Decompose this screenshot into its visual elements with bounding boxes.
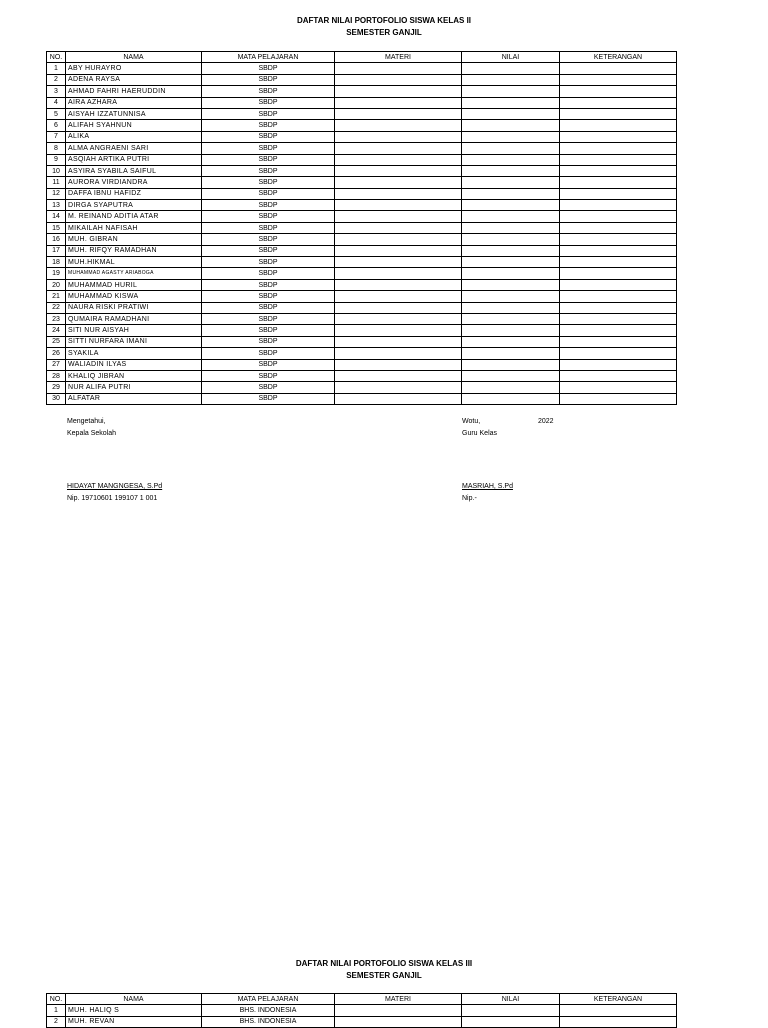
row-nama: SITI NUR AISYAH xyxy=(66,325,202,336)
table-body-kelas-2 xyxy=(47,63,677,405)
row-no: 10 xyxy=(47,165,66,176)
row-no: 6 xyxy=(47,120,66,131)
row-no: 22 xyxy=(47,302,66,313)
row-nilai xyxy=(462,120,560,131)
row-nilai xyxy=(462,74,560,85)
row-mata-pelajaran: SBDP xyxy=(202,268,335,279)
row-no: 20 xyxy=(47,279,66,290)
row-nilai xyxy=(462,268,560,279)
row-nilai xyxy=(462,165,560,176)
row-no: 7 xyxy=(47,131,66,142)
row-nama: MIKAILAH NAFISAH xyxy=(66,222,202,233)
semester-subtitle-kelas-3: SEMESTER GANJIL xyxy=(346,971,422,980)
row-no: 14 xyxy=(47,211,66,222)
row-nama: DIRGA SYAPUTRA xyxy=(66,200,202,211)
table-row xyxy=(47,257,677,268)
row-keterangan xyxy=(560,370,677,381)
row-nilai xyxy=(462,177,560,188)
table-row xyxy=(47,291,677,302)
row-keterangan xyxy=(560,86,677,97)
row-nilai xyxy=(462,1005,560,1016)
row-materi xyxy=(335,165,462,176)
row-nama: AISYAH IZZATUNNISA xyxy=(66,108,202,119)
row-nama: ABY HURAYRO xyxy=(66,63,202,74)
row-materi xyxy=(335,143,462,154)
semester-subtitle-kelas-2: SEMESTER GANJIL xyxy=(346,28,422,37)
table-row xyxy=(47,1016,677,1027)
row-no: 13 xyxy=(47,200,66,211)
row-nilai xyxy=(462,382,560,393)
row-materi xyxy=(335,222,462,233)
table-row xyxy=(47,1005,677,1016)
row-materi xyxy=(335,245,462,256)
row-nilai xyxy=(462,63,560,74)
row-no: 2 xyxy=(47,1016,66,1027)
row-nilai xyxy=(462,245,560,256)
row-mata-pelajaran: SBDP xyxy=(202,234,335,245)
kepala-sekolah-nip: Nip. 19710601 199107 1 001 xyxy=(67,495,158,502)
header-nilai: NILAI xyxy=(462,52,560,63)
row-nama: QUMAIRA RAMADHANI xyxy=(66,313,202,324)
row-mata-pelajaran: SBDP xyxy=(202,154,335,165)
header-mata-pelajaran: MATA PELAJARAN xyxy=(202,994,335,1005)
row-keterangan xyxy=(560,165,677,176)
row-no: 15 xyxy=(47,222,66,233)
row-no: 2 xyxy=(47,74,66,85)
row-materi xyxy=(335,120,462,131)
row-no: 29 xyxy=(47,382,66,393)
row-materi xyxy=(335,336,462,347)
row-mata-pelajaran: SBDP xyxy=(202,222,335,233)
row-keterangan xyxy=(560,154,677,165)
row-mata-pelajaran: SBDP xyxy=(202,165,335,176)
row-keterangan xyxy=(560,234,677,245)
row-nilai xyxy=(462,131,560,142)
row-no: 18 xyxy=(47,257,66,268)
row-nilai xyxy=(462,86,560,97)
row-nama: ASQIAH ARTIKA PUTRI xyxy=(66,154,202,165)
table-row xyxy=(47,143,677,154)
row-mata-pelajaran: SBDP xyxy=(202,313,335,324)
row-mata-pelajaran: SBDP xyxy=(202,336,335,347)
row-nama: MUH. REVAN xyxy=(66,1016,202,1027)
row-nama: KHALIQ JIBRAN xyxy=(66,370,202,381)
row-materi xyxy=(335,63,462,74)
table-body-kelas-3 xyxy=(47,1005,677,1028)
row-nama: MUH.HIKMAL xyxy=(66,257,202,268)
row-keterangan xyxy=(560,188,677,199)
table-row xyxy=(47,393,677,404)
row-nama: AHMAD FAHRI HAERUDDIN xyxy=(66,86,202,97)
table-row xyxy=(47,382,677,393)
row-materi xyxy=(335,211,462,222)
row-keterangan xyxy=(560,291,677,302)
row-materi xyxy=(335,325,462,336)
row-no: 30 xyxy=(47,393,66,404)
row-no: 16 xyxy=(47,234,66,245)
row-nilai xyxy=(462,348,560,359)
row-materi xyxy=(335,268,462,279)
row-no: 3 xyxy=(47,86,66,97)
row-keterangan xyxy=(560,120,677,131)
row-no: 8 xyxy=(47,143,66,154)
row-no: 12 xyxy=(47,188,66,199)
row-keterangan xyxy=(560,257,677,268)
table-row xyxy=(47,268,677,279)
table-row xyxy=(47,177,677,188)
row-nilai xyxy=(462,302,560,313)
row-no: 21 xyxy=(47,291,66,302)
row-nama: MUHAMMAD AGASTY ARIABOGA xyxy=(66,268,202,279)
row-nama: MUH. RIFQY RAMADHAN xyxy=(66,245,202,256)
row-mata-pelajaran: SBDP xyxy=(202,370,335,381)
row-nama: M. REINAND ADITIA ATAR xyxy=(66,211,202,222)
row-nilai xyxy=(462,279,560,290)
row-no: 19 xyxy=(47,268,66,279)
row-keterangan xyxy=(560,177,677,188)
row-mata-pelajaran: BHS. INDONESIA xyxy=(202,1016,335,1027)
header-materi: MATERI xyxy=(335,52,462,63)
table-row xyxy=(47,131,677,142)
row-keterangan xyxy=(560,211,677,222)
kepala-sekolah-label: Kepala Sekolah xyxy=(67,430,117,437)
row-materi xyxy=(335,1005,462,1016)
row-nilai xyxy=(462,1016,560,1027)
row-mata-pelajaran: SBDP xyxy=(202,120,335,131)
row-nilai xyxy=(462,257,560,268)
row-mata-pelajaran: SBDP xyxy=(202,279,335,290)
row-keterangan xyxy=(560,382,677,393)
row-keterangan xyxy=(560,143,677,154)
row-materi xyxy=(335,200,462,211)
header-nama: NAMA xyxy=(66,994,202,1005)
row-materi xyxy=(335,234,462,245)
page-title-kelas-3: DAFTAR NILAI PORTOFOLIO SISWA KELAS III xyxy=(295,959,473,968)
row-no: 11 xyxy=(47,177,66,188)
row-materi xyxy=(335,131,462,142)
row-nilai xyxy=(462,222,560,233)
row-nilai xyxy=(462,359,560,370)
row-materi xyxy=(335,291,462,302)
row-mata-pelajaran: SBDP xyxy=(202,108,335,119)
row-materi xyxy=(335,86,462,97)
table-row xyxy=(47,211,677,222)
header-nama: NAMA xyxy=(66,52,202,63)
table-row xyxy=(47,63,677,74)
row-no: 27 xyxy=(47,359,66,370)
header-keterangan: KETERANGAN xyxy=(560,52,677,63)
row-keterangan xyxy=(560,336,677,347)
row-materi xyxy=(335,257,462,268)
row-mata-pelajaran: SBDP xyxy=(202,177,335,188)
row-materi xyxy=(335,382,462,393)
row-nama: AURORA VIRDIANDRA xyxy=(66,177,202,188)
row-no: 23 xyxy=(47,313,66,324)
table-row xyxy=(47,188,677,199)
row-materi xyxy=(335,313,462,324)
row-mata-pelajaran: SBDP xyxy=(202,131,335,142)
table-row xyxy=(47,165,677,176)
table-row xyxy=(47,108,677,119)
row-nilai xyxy=(462,234,560,245)
row-nama: DAFFA IBNU HAFIDZ xyxy=(66,188,202,199)
row-nama: ALMA ANGRAENI SARI xyxy=(66,143,202,154)
row-mata-pelajaran: SBDP xyxy=(202,302,335,313)
row-materi xyxy=(335,97,462,108)
row-mata-pelajaran: SBDP xyxy=(202,188,335,199)
row-keterangan xyxy=(560,1005,677,1016)
row-no: 17 xyxy=(47,245,66,256)
row-mata-pelajaran: SBDP xyxy=(202,291,335,302)
row-materi xyxy=(335,393,462,404)
row-materi xyxy=(335,348,462,359)
row-no: 1 xyxy=(47,1005,66,1016)
table-row xyxy=(47,348,677,359)
row-materi xyxy=(335,188,462,199)
table-row xyxy=(47,325,677,336)
row-keterangan xyxy=(560,74,677,85)
row-mata-pelajaran: SBDP xyxy=(202,382,335,393)
table-row xyxy=(47,200,677,211)
row-nama: NUR ALIFA PUTRI xyxy=(66,382,202,393)
kepala-sekolah-name xyxy=(67,482,162,491)
row-nilai xyxy=(462,97,560,108)
row-nama: MUH. HALIQ S xyxy=(66,1005,202,1016)
header-keterangan: KETERANGAN xyxy=(560,994,677,1005)
row-materi xyxy=(335,74,462,85)
table-row xyxy=(47,313,677,324)
guru-kelas-name-text: MASRIAH, S.Pd xyxy=(462,483,513,490)
row-nama: ALIKA xyxy=(66,131,202,142)
row-nilai xyxy=(462,211,560,222)
row-mata-pelajaran: SBDP xyxy=(202,393,335,404)
table-row xyxy=(47,154,677,165)
row-no: 1 xyxy=(47,63,66,74)
row-mata-pelajaran: SBDP xyxy=(202,211,335,222)
row-keterangan xyxy=(560,268,677,279)
row-mata-pelajaran: BHS. INDONESIA xyxy=(202,1005,335,1016)
table-header-row xyxy=(47,994,677,1005)
row-no: 24 xyxy=(47,325,66,336)
row-mata-pelajaran: SBDP xyxy=(202,245,335,256)
row-keterangan xyxy=(560,131,677,142)
row-keterangan xyxy=(560,245,677,256)
grade-table-kelas-3 xyxy=(46,993,677,1028)
row-no: 25 xyxy=(47,336,66,347)
row-nilai xyxy=(462,108,560,119)
year-label: 2022 xyxy=(538,418,554,425)
guru-kelas-name xyxy=(462,482,513,491)
row-nama: ADENA RAYSA xyxy=(66,74,202,85)
row-keterangan xyxy=(560,313,677,324)
row-nama: MUH. GIBRAN xyxy=(66,234,202,245)
row-nama: MUHAMMAD HURIL xyxy=(66,279,202,290)
guru-kelas-label: Guru Kelas xyxy=(462,430,498,437)
table-row xyxy=(47,120,677,131)
table-header-row xyxy=(47,52,677,63)
row-no: 4 xyxy=(47,97,66,108)
table-row xyxy=(47,302,677,313)
row-materi xyxy=(335,359,462,370)
row-keterangan xyxy=(560,325,677,336)
row-nama: ALFATAR xyxy=(66,393,202,404)
row-keterangan xyxy=(560,348,677,359)
row-keterangan xyxy=(560,1016,677,1027)
row-mata-pelajaran: SBDP xyxy=(202,200,335,211)
row-mata-pelajaran: SBDP xyxy=(202,359,335,370)
kepala-sekolah-name-text: HIDAYAT MANGNGESA, S.Pd xyxy=(67,483,163,490)
row-nilai xyxy=(462,143,560,154)
row-mata-pelajaran: SBDP xyxy=(202,325,335,336)
header-no: NO. xyxy=(47,52,66,63)
row-materi xyxy=(335,279,462,290)
row-nama: MUHAMMAD KISWA xyxy=(66,291,202,302)
grade-table-kelas-2 xyxy=(46,51,677,405)
header-nilai: NILAI xyxy=(462,994,560,1005)
table-row xyxy=(47,234,677,245)
row-materi xyxy=(335,154,462,165)
row-nilai xyxy=(462,336,560,347)
row-no: 26 xyxy=(47,348,66,359)
row-keterangan xyxy=(560,97,677,108)
table-row xyxy=(47,86,677,97)
page-title-kelas-2: DAFTAR NILAI PORTOFOLIO SISWA KELAS II xyxy=(296,16,472,25)
row-nilai xyxy=(462,154,560,165)
row-mata-pelajaran: SBDP xyxy=(202,348,335,359)
mengetahui-label: Mengetahui, xyxy=(67,418,106,425)
guru-kelas-nip: Nip.- xyxy=(462,495,477,502)
table-row xyxy=(47,74,677,85)
row-nama: WALIADIN ILYAS xyxy=(66,359,202,370)
row-keterangan xyxy=(560,359,677,370)
row-materi xyxy=(335,370,462,381)
row-mata-pelajaran: SBDP xyxy=(202,74,335,85)
row-keterangan xyxy=(560,302,677,313)
row-nilai xyxy=(462,200,560,211)
row-keterangan xyxy=(560,63,677,74)
header-materi: MATERI xyxy=(335,994,462,1005)
row-nilai xyxy=(462,291,560,302)
row-nama: SYAKILA xyxy=(66,348,202,359)
row-mata-pelajaran: SBDP xyxy=(202,97,335,108)
row-nilai xyxy=(462,325,560,336)
row-no: 5 xyxy=(47,108,66,119)
row-nilai xyxy=(462,188,560,199)
row-materi xyxy=(335,1016,462,1027)
row-nama: SITTI NURFARA IMANI xyxy=(66,336,202,347)
row-mata-pelajaran: SBDP xyxy=(202,257,335,268)
row-keterangan xyxy=(560,200,677,211)
table-row xyxy=(47,359,677,370)
table-row xyxy=(47,97,677,108)
row-keterangan xyxy=(560,222,677,233)
row-materi xyxy=(335,108,462,119)
table-row xyxy=(47,279,677,290)
row-keterangan xyxy=(560,108,677,119)
row-mata-pelajaran: SBDP xyxy=(202,143,335,154)
row-nama: AIRA AZHARA xyxy=(66,97,202,108)
table-row xyxy=(47,245,677,256)
row-materi xyxy=(335,177,462,188)
row-no: 28 xyxy=(47,370,66,381)
place-label: Wotu, xyxy=(462,418,481,425)
row-mata-pelajaran: SBDP xyxy=(202,86,335,97)
table-row xyxy=(47,370,677,381)
row-nama: NAURA RISKI PRATIWI xyxy=(66,302,202,313)
row-mata-pelajaran: SBDP xyxy=(202,63,335,74)
row-nilai xyxy=(462,393,560,404)
table-row xyxy=(47,222,677,233)
row-nilai xyxy=(462,370,560,381)
header-no: NO. xyxy=(47,994,66,1005)
row-nama: ALIFAH SYAHNUN xyxy=(66,120,202,131)
table-row xyxy=(47,336,677,347)
row-no: 9 xyxy=(47,154,66,165)
row-keterangan xyxy=(560,279,677,290)
row-nilai xyxy=(462,313,560,324)
row-nama: ASYIRA SYABILA SAIFUL xyxy=(66,165,202,176)
header-mata-pelajaran: MATA PELAJARAN xyxy=(202,52,335,63)
row-materi xyxy=(335,302,462,313)
row-keterangan xyxy=(560,393,677,404)
